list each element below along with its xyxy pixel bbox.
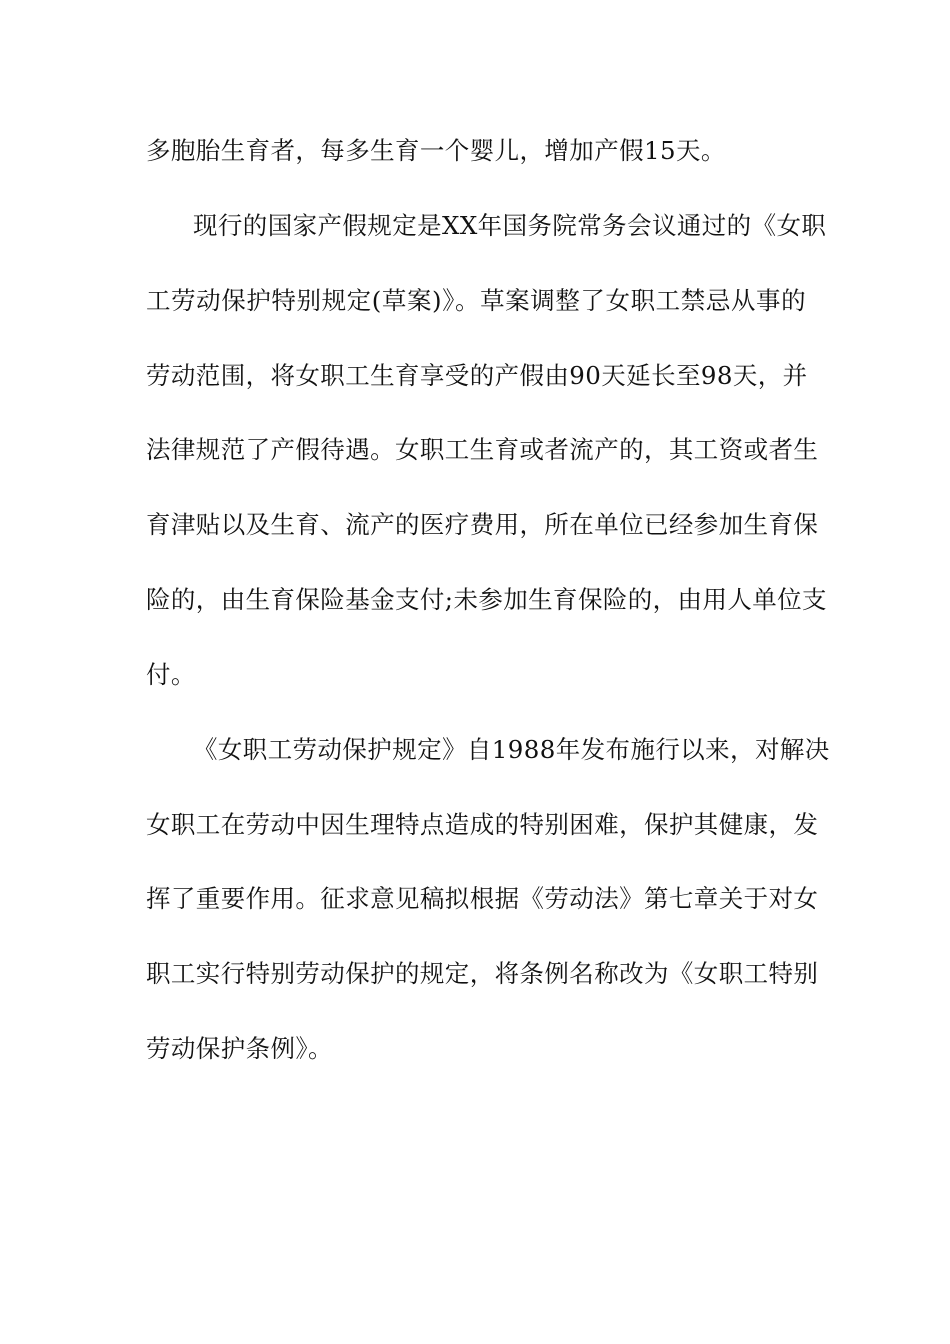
paragraph-line: 多胞胎生育者，每多生育一个婴儿，增加产假15天。: [146, 136, 726, 165]
paragraph-line: 劳动范围，将女职工生育享受的产假由90天延长至98天，并: [146, 361, 808, 390]
paragraph-line: 职工实行特别劳动保护的规定，将条例名称改为《女职工特别: [146, 959, 819, 988]
paragraph-line: 险的，由生育保险基金支付;未参加生育保险的，由用人单位支: [146, 585, 827, 614]
paragraph-line: 法律规范了产假待遇。女职工生育或者流产的，其工资或者生: [146, 435, 819, 464]
paragraph-line: 现行的国家产假规定是XX年国务院常务会议通过的《女职: [193, 211, 827, 240]
paragraph-line: 女职工在劳动中因生理特点造成的特别困难，保护其健康，发: [146, 810, 819, 839]
paragraph-line: 劳动保护条例》。: [146, 1034, 333, 1063]
paragraph-line: 《女职工劳动保护规定》自1988年发布施行以来，对解决: [193, 735, 830, 764]
paragraph-line: 付。: [146, 660, 196, 689]
paragraph-line: 育津贴以及生育、流产的医疗费用，所在单位已经参加生育保: [146, 510, 819, 539]
paragraph-line: 工劳动保护特别规定(草案)》。草案调整了女职工禁忌从事的: [146, 286, 806, 315]
paragraph-line: 挥了重要作用。征求意见稿拟根据《劳动法》第七章关于对女: [146, 884, 819, 913]
